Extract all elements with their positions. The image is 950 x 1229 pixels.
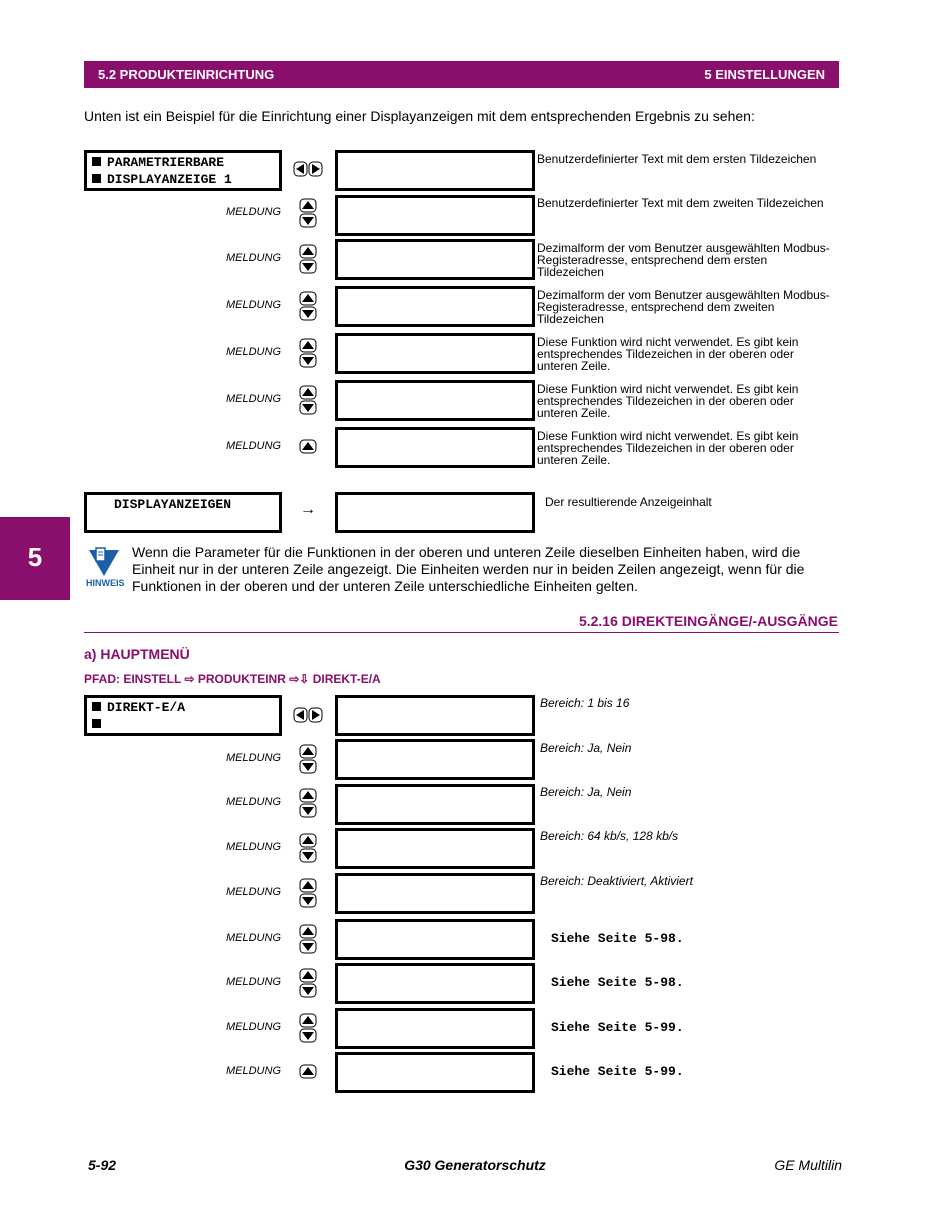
result-label: DISPLAYANZEIGEN <box>114 497 232 512</box>
display-line1 <box>340 188 532 191</box>
section-header-bar <box>84 61 839 88</box>
row-description: Diese Funktion wird nicht verwendet. Es gibt kein entsprechendes Tildezeichen in der oberen oder unteren Zeile. <box>537 335 799 373</box>
up-down-arrow-icon[interactable] <box>299 198 317 228</box>
display-line1 <box>340 324 532 327</box>
subsection-title: a) HAUPTMENÜ <box>84 646 190 662</box>
menu-box-line1: PARAMETRIERBARE <box>107 155 225 170</box>
display-box <box>335 380 535 421</box>
up-down-arrow-icon[interactable] <box>299 833 317 863</box>
range-text: Bereich: Ja, Nein <box>540 785 632 799</box>
meldung-label: MELDUNG <box>226 1021 282 1033</box>
range-text: Bereich: 1 bis 16 <box>540 696 630 710</box>
up-down-arrow-icon[interactable] <box>299 338 317 368</box>
up-down-arrow-icon[interactable] <box>299 788 317 818</box>
up-down-arrow-icon[interactable] <box>299 924 317 954</box>
left-right-arrow-icon[interactable] <box>293 707 323 723</box>
display-box <box>335 919 535 960</box>
display-line1 <box>357 1047 443 1049</box>
up-arrow-icon[interactable] <box>299 439 317 454</box>
path-part-1: PFAD: EINSTELL <box>84 672 182 686</box>
display-box <box>335 150 535 191</box>
see-page-ref: Siehe Seite 5-98. <box>551 975 684 990</box>
menu-square-icon <box>92 702 101 711</box>
display-line1 <box>340 822 532 825</box>
note-text: Wenn die Parameter für die Funktionen in der oberen und unteren Zeile dieselben Einheiten haben, wird die Einheit nur in der unteren Zeile angezeigt. Die Einheiten werden nur in beiden Zeilen angezeigt, wenn für die Funktionen in der oberen und der unteren Zeile unterschiedliche Einheiten gelten. <box>132 544 805 594</box>
range-text: Bereich: Ja, Nein <box>540 741 632 755</box>
header-chapter-title: 5 EINSTELLUNGEN <box>704 67 825 82</box>
meldung-label: MELDUNG <box>226 796 282 808</box>
meldung-label: MELDUNG <box>226 752 282 764</box>
section-rule <box>84 632 839 633</box>
meldung-label: MELDUNG <box>226 932 282 944</box>
menu-box-line2: DISPLAYANZEIGE 1 <box>107 172 232 187</box>
meldung-label: MELDUNG <box>226 252 282 264</box>
display-box <box>335 286 535 327</box>
result-display-box <box>335 492 535 533</box>
section-title: 5.2.16 DIREKTEINGÄNGE/-AUSGÄNGE <box>578 613 838 629</box>
result-menu-box <box>84 492 282 533</box>
see-page-ref: Siehe Seite 5-99. <box>551 1020 684 1035</box>
intro-paragraph: Unten ist ein Beispiel für die Einrichtung einer Displayanzeigen mit dem entsprechenden Ergebnis zu sehen: <box>84 108 755 124</box>
meldung-label: MELDUNG <box>226 976 282 988</box>
menu-square-icon <box>92 719 101 728</box>
right-arrow-icon: → <box>300 501 316 518</box>
row-description: Benutzerdefinierter Text mit dem ersten Tildezeichen <box>537 152 817 166</box>
see-page-ref: Siehe Seite 5-99. <box>551 1064 684 1079</box>
meldung-label: MELDUNG <box>226 440 282 452</box>
up-down-arrow-icon[interactable] <box>299 744 317 774</box>
display-line1 <box>340 777 532 780</box>
display-box <box>335 195 535 236</box>
display-box <box>335 739 535 780</box>
up-down-arrow-icon[interactable] <box>299 244 317 274</box>
display-line1 <box>357 958 458 960</box>
note-label: HINWEIS <box>86 578 125 588</box>
path-part-3: DIREKT-E/A <box>312 672 381 686</box>
meldung-label: MELDUNG <box>226 299 282 311</box>
display-box <box>335 828 535 869</box>
display-box <box>335 333 535 374</box>
row-description: Benutzerdefinierter Text mit dem zweiten Tildezeichen <box>537 196 824 210</box>
display-line1 <box>340 277 532 280</box>
display-line1 <box>340 911 532 914</box>
chapter-side-tab: 5 <box>0 517 70 600</box>
row-description: Dezimalform der vom Benutzer ausgewählten Modbus-Registeradresse, entsprechend dem zweiten Tildezeichen <box>537 288 830 326</box>
display-box <box>335 784 535 825</box>
display-box <box>335 1052 535 1093</box>
meldung-label: MELDUNG <box>226 886 282 898</box>
up-down-arrow-icon[interactable] <box>299 968 317 998</box>
meldung-label: MELDUNG <box>226 1065 282 1077</box>
up-down-arrow-icon[interactable] <box>299 878 317 908</box>
left-right-arrow-icon[interactable] <box>293 161 323 177</box>
see-page-ref: Siehe Seite 5-98. <box>551 931 684 946</box>
page-number: 5-92 <box>88 1157 117 1173</box>
menu-box-parametrierbare[interactable] <box>84 150 282 191</box>
range-text: Bereich: 64 kb/s, 128 kb/s <box>540 829 679 843</box>
menu-path <box>84 672 381 686</box>
display-line1 <box>340 418 532 421</box>
range-text: Bereich: Deaktiviert, Aktiviert <box>540 874 693 888</box>
display-line1 <box>340 233 532 236</box>
display-box <box>335 963 535 1004</box>
display-box <box>335 427 535 468</box>
company-name: GE Multilin <box>774 1157 842 1173</box>
display-line1 <box>340 465 532 468</box>
result-description: Der resultierende Anzeigeinhalt <box>545 495 712 509</box>
path-arrow-right-icon: ⇨ <box>184 672 195 686</box>
row-description: Diese Funktion wird nicht verwendet. Es gibt kein entsprechendes Tildezeichen in der oberen oder unteren Zeile. <box>537 429 799 467</box>
path-arrow-right-down-icon: ⇨⇩ <box>289 672 310 686</box>
display-line1 <box>340 733 532 736</box>
result-line1 <box>340 530 532 533</box>
menu-square-icon <box>92 157 101 166</box>
display-line1 <box>340 371 532 374</box>
meldung-label: MELDUNG <box>226 206 282 218</box>
row-description: Dezimalform der vom Benutzer ausgewählten Modbus-Registeradresse, entsprechend dem ersten Tildezeichen <box>537 241 830 279</box>
display-line1 <box>340 866 532 869</box>
display-line1 <box>357 1002 458 1004</box>
meldung-label: MELDUNG <box>226 346 282 358</box>
menu-box-line1: DIREKT-E/A <box>107 700 186 715</box>
row-description: Diese Funktion wird nicht verwendet. Es gibt kein entsprechendes Tildezeichen in der oberen oder unteren Zeile. <box>537 382 799 420</box>
meldung-label: MELDUNG <box>226 841 282 853</box>
display-box <box>335 1008 535 1049</box>
menu-box-direkt-ea[interactable] <box>84 695 282 736</box>
up-down-arrow-icon[interactable] <box>299 1013 317 1043</box>
display-box <box>335 239 535 280</box>
path-part-2: PRODUKTEINR <box>197 672 286 686</box>
up-down-arrow-icon[interactable] <box>299 291 317 321</box>
display-box <box>335 873 535 914</box>
display-line1 <box>357 1091 443 1093</box>
display-box <box>335 695 535 736</box>
note-icon <box>86 546 122 578</box>
document-title: G30 Generatorschutz <box>404 1157 546 1173</box>
up-down-arrow-icon[interactable] <box>299 385 317 415</box>
up-arrow-icon[interactable] <box>299 1064 317 1079</box>
meldung-label: MELDUNG <box>226 393 282 405</box>
menu-square-icon <box>92 174 101 183</box>
header-section-title: 5.2 PRODUKTEINRICHTUNG <box>98 67 275 82</box>
